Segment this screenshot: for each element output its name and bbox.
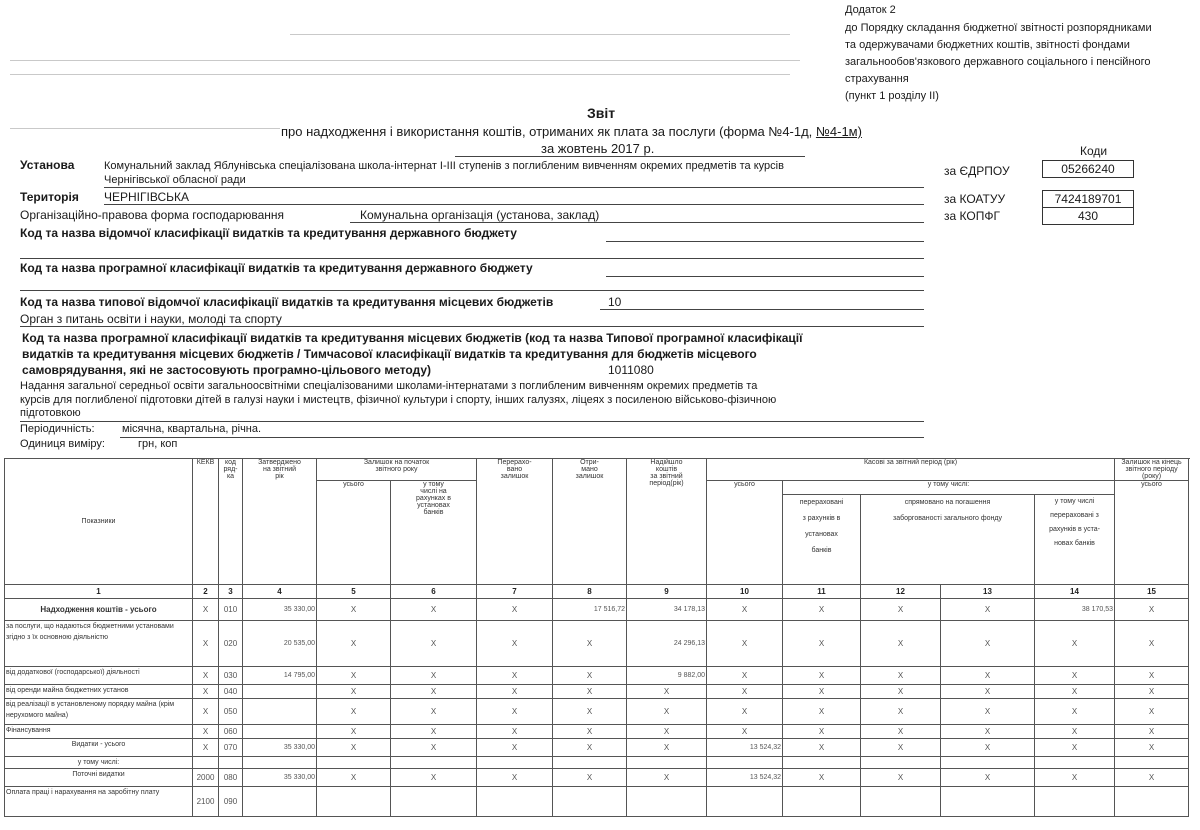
row-col-13: X [941, 769, 1035, 787]
row-code: 080 [219, 769, 243, 787]
row-col-14: X [1035, 699, 1115, 725]
row-kekv: X [193, 599, 219, 621]
col-num: 12 [861, 585, 941, 599]
row-col-12 [861, 757, 941, 769]
row-col-10: X [707, 725, 783, 739]
col-num: 6 [391, 585, 477, 599]
prog-local-line-1: Код та назва програмної класифікації видатків та кредитування місцевих бюджетів (код та назва Типової програмної класифікації [22, 331, 803, 345]
row-col-6: X [391, 599, 477, 621]
col-num: 4 [243, 585, 317, 599]
row-col-7 [477, 787, 553, 817]
row-label: Надходження коштів - усього [5, 599, 193, 621]
row-code: 060 [219, 725, 243, 739]
row-col-15 [1115, 787, 1189, 817]
unit-label: Одиниця виміру: [20, 438, 105, 450]
row-col-12 [861, 787, 941, 817]
prog-local-line-3: самоврядування, які не застосовують програмно-цільового методу) [22, 363, 432, 377]
row-col-9: X [627, 685, 707, 699]
table-row [5, 787, 1189, 817]
header-end-balance: Залишок на кінець звітного періоду (року) [1115, 459, 1189, 481]
header-code: код ряд- ка [219, 459, 243, 585]
appendix-title: Додаток 2 [845, 4, 896, 16]
row-col-10: X [707, 599, 783, 621]
row-code: 070 [219, 739, 243, 757]
prog-local-line-2: видатків та кредитування місцевих бюджетів / Тимчасової класифікації видатків та кредитування для бюджетів місцевого [22, 347, 757, 361]
report-form-suffix: №4-1м) [815, 124, 862, 139]
appendix-line-3: загальнообов'язкового державного соціального і пенсійного [845, 56, 1151, 68]
row-col-5: X [317, 739, 391, 757]
row-col-7: X [477, 667, 553, 685]
row-col-7 [477, 757, 553, 769]
col-num: 1 [5, 585, 193, 599]
report-table [4, 458, 1189, 817]
row-approved: 14 795,00 [243, 667, 317, 685]
row-approved: 35 330,00 [243, 599, 317, 621]
row-kekv: X [193, 667, 219, 685]
report-period: за жовтень 2017 р. [541, 141, 655, 156]
territory-value: ЧЕРНІГІВСЬКА [104, 190, 189, 204]
row-col-5: X [317, 685, 391, 699]
row-label: Видатки - усього [5, 739, 193, 757]
row-col-5: X [317, 667, 391, 685]
row-col-13: X [941, 685, 1035, 699]
header-received: Отри- мано залишок [553, 459, 627, 585]
row-label: за послуги, що надаються бюджетними установами згідно з їх основною діяльністю [5, 621, 193, 667]
prog-local-code: 1011080 [608, 363, 654, 377]
row-kekv [193, 757, 219, 769]
row-col-5: X [317, 725, 391, 739]
row-col-15: X [1115, 667, 1189, 685]
prog-class-label: Код та назва програмної класифікації видатків та кредитування державного бюджету [20, 261, 533, 275]
row-col-15: X [1115, 685, 1189, 699]
row-col-8: X [553, 739, 627, 757]
row-col-9: X [627, 699, 707, 725]
row-label: Поточні видатки [5, 769, 193, 787]
row-col-13: X [941, 667, 1035, 685]
row-col-8: X [553, 667, 627, 685]
col-num: 2 [193, 585, 219, 599]
row-col-5: X [317, 699, 391, 725]
row-col-10: X [707, 699, 783, 725]
table-row [5, 769, 1189, 787]
row-col-14: X [1035, 667, 1115, 685]
typical-dept-name: Орган з питань освіти і науки, молоді та спорту [20, 312, 282, 326]
col-num: 11 [783, 585, 861, 599]
row-col-14: X [1035, 739, 1115, 757]
col-num: 7 [477, 585, 553, 599]
territory-label: Територія [20, 190, 79, 204]
row-kekv: X [193, 699, 219, 725]
row-income: 34 178,13 [627, 599, 707, 621]
header-transferred: Перерахо- вано залишок [477, 459, 553, 585]
header-end-total: усього [1115, 481, 1189, 585]
row-col-10: X [707, 685, 783, 699]
institution-name-2: Чернігівської обласної ради [104, 174, 246, 186]
row-col-9 [627, 757, 707, 769]
row-cash: 13 524,32 [707, 769, 783, 787]
row-cash: 13 524,32 [707, 739, 783, 757]
row-income: 24 296,13 [627, 621, 707, 667]
row-col-8: X [553, 685, 627, 699]
row-label: Оплата праці і нарахування на заробітну плату [5, 787, 193, 817]
header-cash-incl: у тому числі: [783, 481, 1115, 495]
row-approved [243, 787, 317, 817]
appendix-line-2: та одержувачами бюджетних коштів, звітності фондами [845, 39, 1130, 51]
org-form-label: Організаційно-правова форма господарювання [20, 208, 284, 222]
row-col-7: X [477, 621, 553, 667]
table-row [5, 685, 1189, 699]
header-cash-expenses: Касові за звітний період (рік) [707, 459, 1115, 481]
row-approved [243, 757, 317, 769]
row-kekv: X [193, 739, 219, 757]
header-approved: Затверджено на звітний рік [243, 459, 317, 585]
row-col-15: X [1115, 769, 1189, 787]
header-start-balance: Залишок на початок звітного року [317, 459, 477, 481]
row-col-7: X [477, 769, 553, 787]
table-row [5, 725, 1189, 739]
row-col-9: X [627, 739, 707, 757]
row-kekv: 2100 [193, 787, 219, 817]
row-code: 090 [219, 787, 243, 817]
row-col-15: X [1115, 699, 1189, 725]
row-approved: 35 330,00 [243, 769, 317, 787]
org-form-value: Комунальна організація (установа, заклад) [360, 208, 600, 222]
row-col-12: X [861, 769, 941, 787]
row-col-15 [1115, 757, 1189, 769]
row-col-12: X [861, 699, 941, 725]
row-approved [243, 685, 317, 699]
row-kekv: X [193, 621, 219, 667]
row-kekv: X [193, 685, 219, 699]
row-col-15: X [1115, 739, 1189, 757]
row-col-15: X [1115, 725, 1189, 739]
edrpou-code: 05266240 [1042, 160, 1134, 178]
header-debt-incl: у тому числі перераховані з рахунків в уста- новах банків [1035, 495, 1115, 585]
row-col-11: X [783, 685, 861, 699]
row-income: 9 882,00 [627, 667, 707, 685]
row-col-14 [1035, 787, 1115, 817]
col-num: 3 [219, 585, 243, 599]
prog-desc-line-1: Надання загальної середньої освіти загальноосвітніми спеціалізованими школами-інтернатами з поглибленим вивченням окремих предметів та [20, 380, 758, 392]
row-label: від реалізації в установленому порядку майна (крім нерухомого майна) [5, 699, 193, 725]
row-label: від оренди майна бюджетних установ [5, 685, 193, 699]
row-code: 030 [219, 667, 243, 685]
row-code: 050 [219, 699, 243, 725]
row-col-5: X [317, 769, 391, 787]
row-col-8: X [553, 725, 627, 739]
row-col-9: X [627, 725, 707, 739]
row-code [219, 757, 243, 769]
row-col-12: X [861, 739, 941, 757]
header-start-incl-banks: у тому числі на рахунках в установах банків [391, 481, 477, 585]
appendix-line-1: до Порядку складання бюджетної звітності розпорядниками [845, 22, 1152, 34]
row-col-8: X [553, 769, 627, 787]
row-col-13: X [941, 699, 1035, 725]
row-col-9: X [627, 769, 707, 787]
row-col-11: X [783, 621, 861, 667]
row-col-9 [627, 787, 707, 817]
codes-header: Коди [1080, 144, 1108, 158]
row-col-8: X [553, 621, 627, 667]
typical-dept-code: 10 [608, 295, 622, 309]
row-col-13: X [941, 621, 1035, 667]
prog-desc-line-2: курсів для поглибленої підготовки дітей в галузі науки і мистецтв, фізичної культури і спорту, інших галузях, ліцеях з посиленою військово-фізичною [20, 394, 777, 406]
row-approved [243, 699, 317, 725]
kopfg-label: за КОПФГ [944, 209, 1000, 223]
header-start-total: усього [317, 481, 391, 585]
koatuu-code: 7424189701 [1042, 190, 1134, 208]
row-col-13: X [941, 599, 1035, 621]
table-row [5, 699, 1189, 725]
header-indicators: Показники [5, 459, 193, 585]
row-label: від додаткової (господарської) діяльності [5, 667, 193, 685]
unit-value: грн, коп [138, 438, 178, 450]
table-row [5, 599, 1189, 621]
kopfg-code: 430 [1042, 207, 1134, 225]
row-col-12: X [861, 599, 941, 621]
row-label: у тому числі: [5, 757, 193, 769]
row-col-11: X [783, 725, 861, 739]
row-col-14: X [1035, 769, 1115, 787]
row-col-11: X [783, 769, 861, 787]
row-col-6: X [391, 685, 477, 699]
row-col-14: X [1035, 725, 1115, 739]
row-col-12: X [861, 725, 941, 739]
report-subtitle [281, 124, 862, 139]
row-col-12: X [861, 621, 941, 667]
row-col-14 [1035, 757, 1115, 769]
row-col-7: X [477, 699, 553, 725]
row-col-8: X [553, 699, 627, 725]
row-col-13 [941, 787, 1035, 817]
row-col-7: X [477, 599, 553, 621]
row-col-6: X [391, 699, 477, 725]
header-transferred-banks: перераховані з рахунків в установах банків [783, 495, 861, 585]
institution-name-1: Комунальний заклад Яблунівська спеціалізована школа-інтернат І-ІІІ ступенів з поглибленим вивченням окремих предметів та курсів [104, 160, 784, 172]
row-kekv: 2000 [193, 769, 219, 787]
table-row [5, 667, 1189, 685]
row-col-10 [707, 757, 783, 769]
row-col-5 [317, 787, 391, 817]
row-col-6: X [391, 725, 477, 739]
row-code: 010 [219, 599, 243, 621]
col-num: 9 [627, 585, 707, 599]
header-income: Надійшло коштів за звітний період(рік) [627, 459, 707, 585]
row-col-11: X [783, 699, 861, 725]
row-code: 020 [219, 621, 243, 667]
appendix-line-4: страхування [845, 73, 909, 85]
row-col-13: X [941, 739, 1035, 757]
edrpou-label: за ЄДРПОУ [944, 164, 1010, 178]
row-col-13: X [941, 725, 1035, 739]
row-kekv: X [193, 725, 219, 739]
row-col-14: X [1035, 621, 1115, 667]
koatuu-label: за КОАТУУ [944, 192, 1006, 206]
row-col-6 [391, 757, 477, 769]
row-col-6: X [391, 667, 477, 685]
row-col-8 [553, 757, 627, 769]
row-col-14: X [1035, 685, 1115, 699]
col-num: 14 [1035, 585, 1115, 599]
header-debt: спрямовано на погашення заборгованості загального фонду [861, 495, 1035, 585]
row-col-12: X [861, 685, 941, 699]
row-col-8 [553, 787, 627, 817]
header-kekv: КЕКВ [193, 459, 219, 585]
row-col-11: X [783, 599, 861, 621]
typical-dept-label: Код та назва типової відомчої класифікації видатків та кредитування місцевих бюджетів [20, 295, 554, 309]
row-col-7: X [477, 685, 553, 699]
periodicity-label: Періодичність: [20, 423, 95, 435]
row-code: 040 [219, 685, 243, 699]
row-col-7: X [477, 725, 553, 739]
row-col-5 [317, 757, 391, 769]
row-col-11 [783, 757, 861, 769]
prog-desc-line-3: підготовкою [20, 407, 81, 419]
row-col-11 [783, 787, 861, 817]
row-col-12: X [861, 667, 941, 685]
col-num: 13 [941, 585, 1035, 599]
appendix-line-5: (пункт 1 розділу ІІ) [845, 90, 939, 102]
report-title: Звіт [587, 105, 616, 121]
row-col-7: X [477, 739, 553, 757]
dept-class-label: Код та назва відомчої класифікації видатків та кредитування державного бюджету [20, 226, 517, 240]
row-col-6: X [391, 621, 477, 667]
institution-label: Установа [20, 158, 75, 172]
table-row [5, 757, 1189, 769]
row-col-10: X [707, 667, 783, 685]
row-approved: 35 330,00 [243, 739, 317, 757]
row-end-total: 38 170,53 [1035, 599, 1115, 621]
periodicity-value: місячна, квартальна, річна. [122, 423, 262, 435]
row-col-6 [391, 787, 477, 817]
row-approved: 20 535,00 [243, 621, 317, 667]
row-col-6: X [391, 739, 477, 757]
row-label: Фінансування [5, 725, 193, 739]
row-received: 17 516,72 [553, 599, 627, 621]
row-col-15: X [1115, 621, 1189, 667]
row-approved [243, 725, 317, 739]
row-col-5: X [317, 599, 391, 621]
col-num: 8 [553, 585, 627, 599]
col-num: 15 [1115, 585, 1189, 599]
row-col-13 [941, 757, 1035, 769]
table-row [5, 621, 1189, 667]
col-num: 5 [317, 585, 391, 599]
table-row [5, 739, 1189, 757]
row-col-6: X [391, 769, 477, 787]
report-subtitle-text: про надходження і використання коштів, отриманих як плата за послуги (форма №4-1д, [281, 124, 813, 139]
row-col-15: X [1115, 599, 1189, 621]
row-col-10 [707, 787, 783, 817]
col-num: 10 [707, 585, 783, 599]
header-cash-total: усього [707, 481, 783, 585]
row-col-11: X [783, 739, 861, 757]
row-col-11: X [783, 667, 861, 685]
row-col-5: X [317, 621, 391, 667]
row-col-10: X [707, 621, 783, 667]
